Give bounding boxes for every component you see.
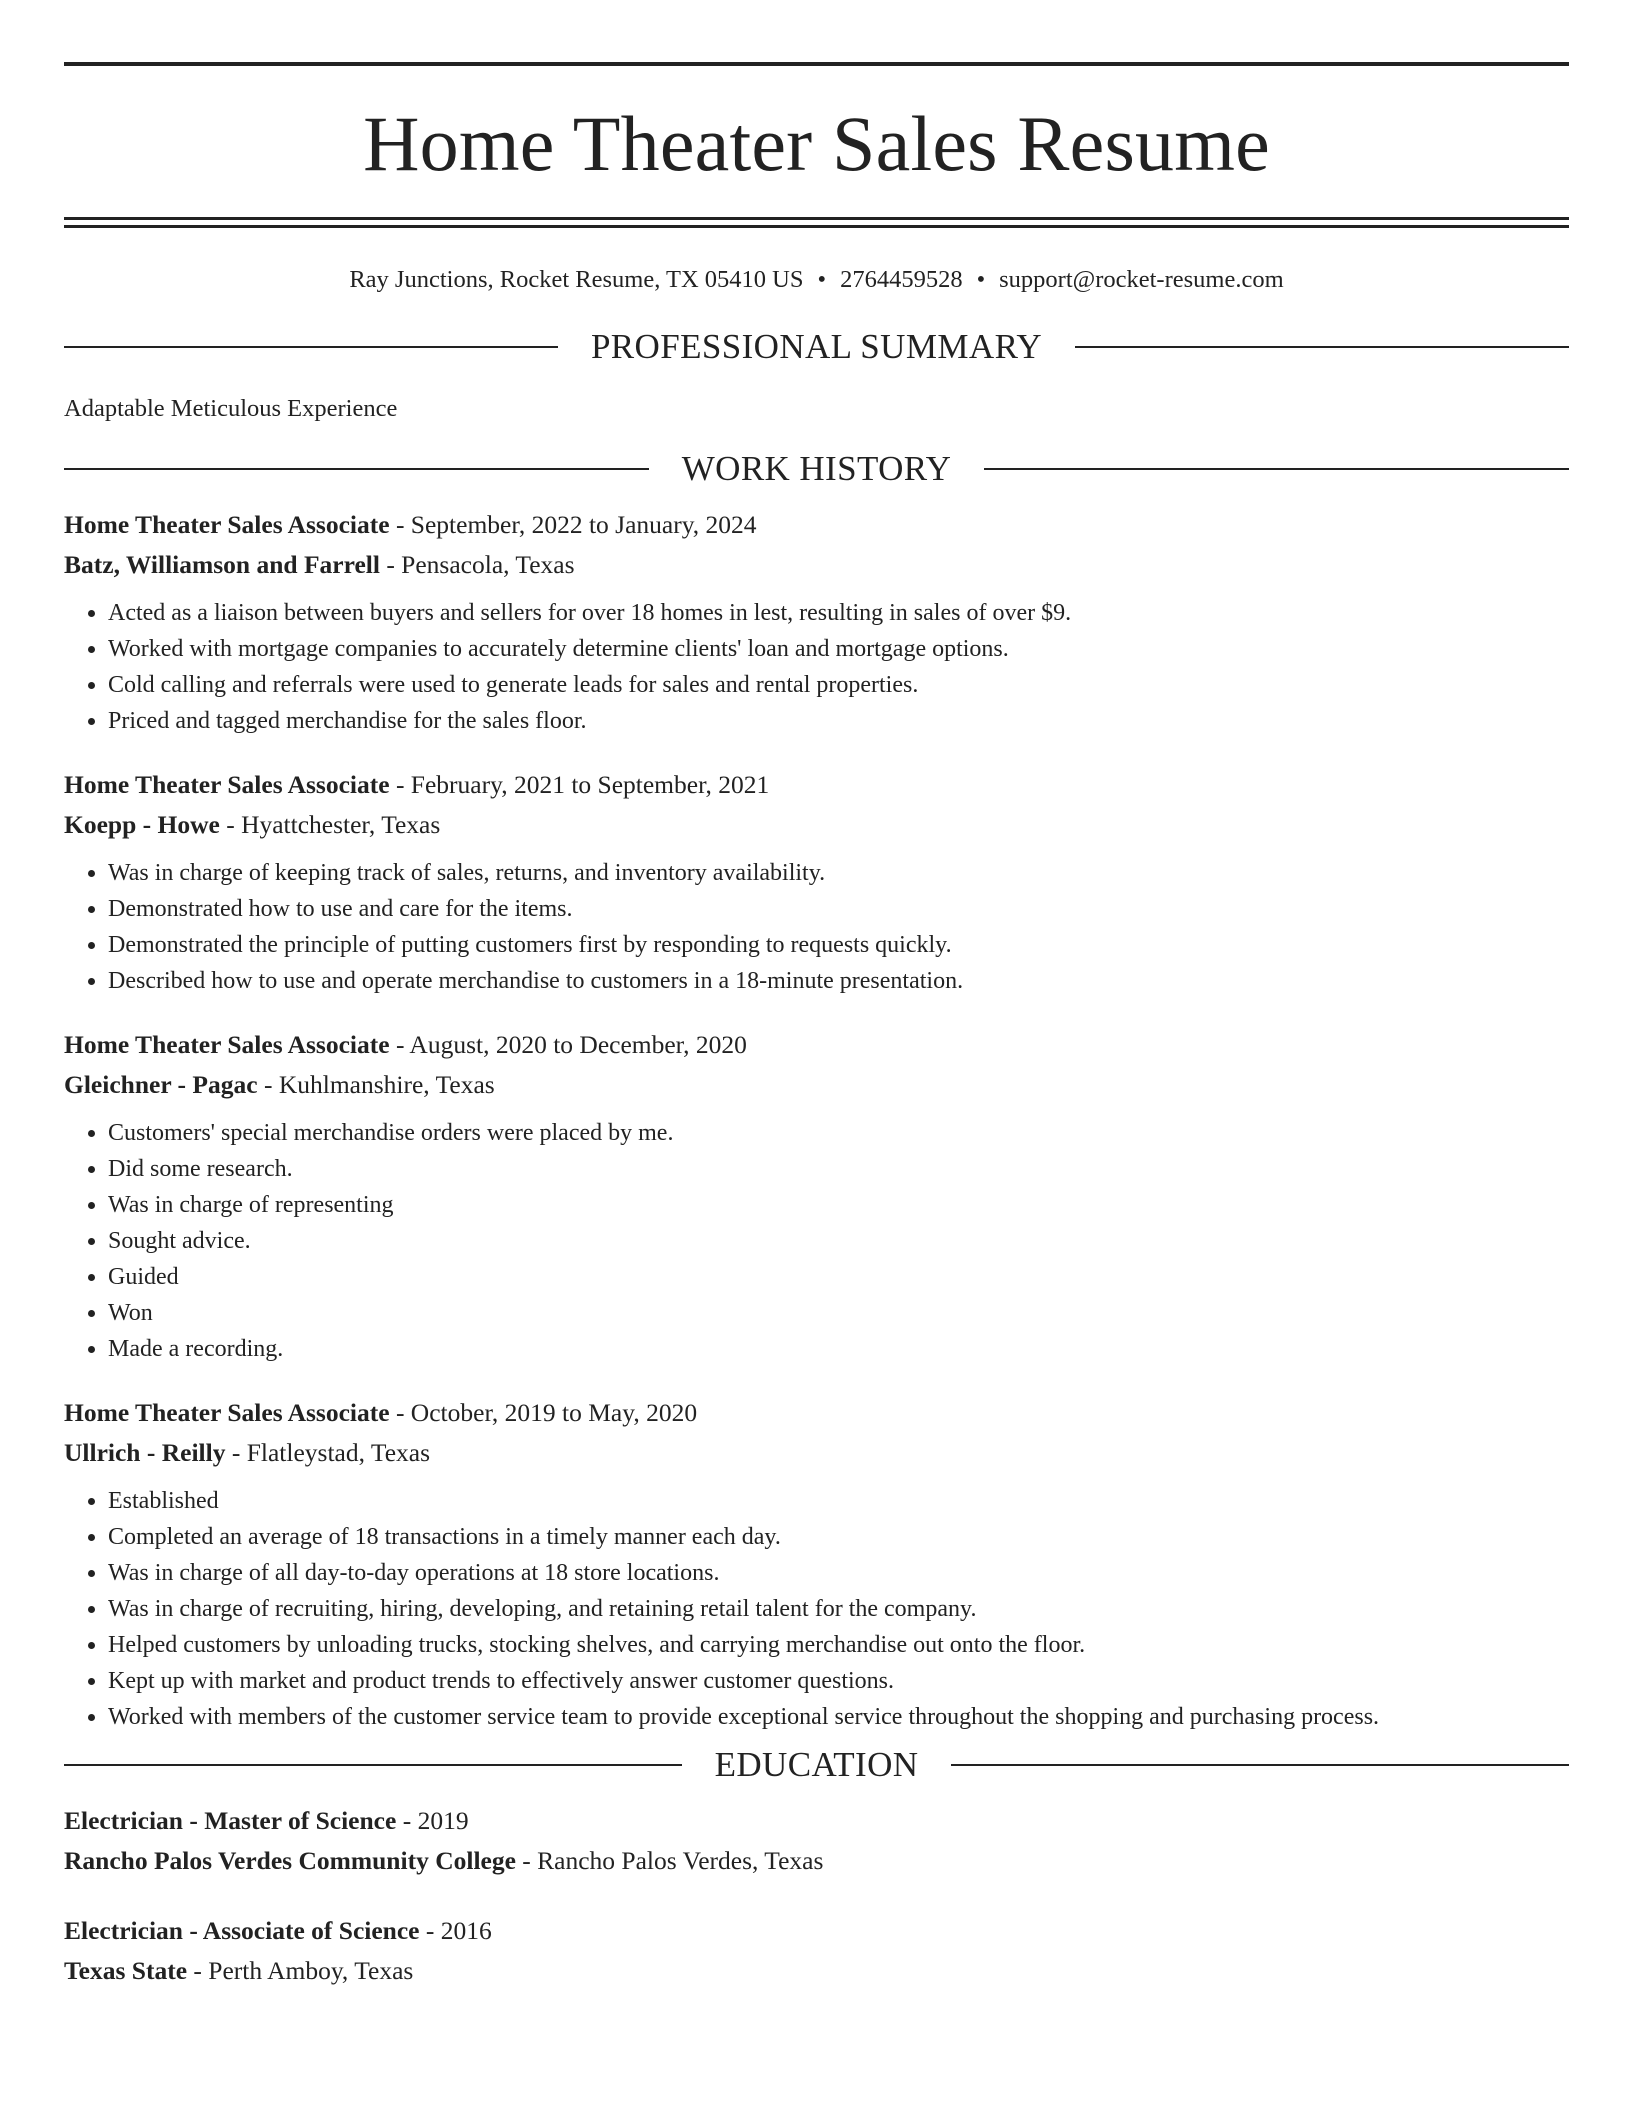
job-title: Home Theater Sales Associate — [64, 510, 390, 539]
job-title-line — [64, 765, 1569, 805]
list-item: • Was in charge of keeping track of sales, returns, and inventory availability. — [108, 855, 1569, 891]
section-heading-label: EDUCATION — [714, 1745, 919, 1784]
heading-rule — [64, 468, 649, 470]
list-item: • Was in charge of all day-to-day operations at 18 store locations. — [108, 1555, 1569, 1591]
degree: Electrician - Associate of Science — [64, 1916, 420, 1945]
heading-rule — [64, 346, 558, 348]
list-item: • Customers' special merchandise orders were placed by me. — [108, 1115, 1569, 1151]
section-heading-work — [64, 447, 1569, 491]
education-entry — [64, 1911, 1569, 1991]
list-item: • Sought advice. — [108, 1223, 1569, 1259]
list-item: • Guided — [108, 1259, 1569, 1295]
degree: Electrician - Master of Science — [64, 1806, 397, 1835]
heading-rule — [1075, 346, 1569, 348]
job-company-line — [64, 545, 1569, 585]
list-item: • Completed an average of 18 transactions in a timely manner each day. — [108, 1519, 1569, 1555]
job-bullets — [64, 1483, 1569, 1735]
job-dates: - August, 2020 to December, 2020 — [395, 1030, 747, 1059]
list-item: • Kept up with market and product trends to effectively answer customer questions. — [108, 1663, 1569, 1699]
list-item: • Did some research. — [108, 1151, 1569, 1187]
job-bullets — [64, 855, 1569, 999]
list-item: • Was in charge of representing — [108, 1187, 1569, 1223]
education-entry — [64, 1801, 1569, 1881]
degree-line — [64, 1911, 1569, 1951]
job-company-line — [64, 1065, 1569, 1105]
job-location: - Kuhlmanshire, Texas — [263, 1070, 495, 1099]
list-item: • Priced and tagged merchandise for the sales floor. — [108, 703, 1569, 739]
job-title-line — [64, 1025, 1569, 1065]
contact-line — [64, 264, 1569, 296]
job-bullets — [64, 595, 1569, 739]
job-company-line — [64, 1433, 1569, 1473]
section-heading-label: PROFESSIONAL SUMMARY — [590, 327, 1043, 366]
job-company: Ullrich - Reilly — [64, 1438, 226, 1467]
job-entry — [64, 765, 1569, 999]
list-item: • Cold calling and referrals were used to generate leads for sales and rental properties. — [108, 667, 1569, 703]
list-item: • Made a recording. — [108, 1331, 1569, 1367]
list-item: • Demonstrated the principle of putting customers first by responding to requests quickly. — [108, 927, 1569, 963]
job-dates: - September, 2022 to January, 2024 — [395, 510, 757, 539]
job-title-line — [64, 505, 1569, 545]
heading-rule — [984, 468, 1569, 470]
job-title: Home Theater Sales Associate — [64, 1030, 390, 1059]
list-item: • Helped customers by unloading trucks, stocking shelves, and carrying merchandise out onto the floor. — [108, 1627, 1569, 1663]
degree-line — [64, 1801, 1569, 1841]
list-item: • Described how to use and operate merchandise to customers in a 18-minute presentation. — [108, 963, 1569, 999]
job-title: Home Theater Sales Associate — [64, 1398, 390, 1427]
job-company: Koepp - Howe — [64, 810, 220, 839]
title-double-rule — [64, 217, 1569, 228]
list-item: • Was in charge of recruiting, hiring, developing, and retaining retail talent for the company. — [108, 1591, 1569, 1627]
top-rule — [64, 62, 1569, 66]
job-dates: - October, 2019 to May, 2020 — [395, 1398, 698, 1427]
job-entry — [64, 1025, 1569, 1367]
school-location: - Perth Amboy, Texas — [193, 1956, 414, 1985]
job-company-line — [64, 805, 1569, 845]
contact-address: Ray Junctions, Rocket Resume, TX 05410 US — [349, 266, 804, 293]
school-line — [64, 1841, 1569, 1881]
list-item: • Established — [108, 1483, 1569, 1519]
degree-year: - 2016 — [425, 1916, 492, 1945]
job-title: Home Theater Sales Associate — [64, 770, 390, 799]
list-item: • Worked with mortgage companies to accurately determine clients' loan and mortgage options. — [108, 631, 1569, 667]
contact-separator: • — [817, 266, 827, 293]
school-location: - Rancho Palos Verdes, Texas — [522, 1846, 824, 1875]
heading-rule — [64, 1764, 682, 1766]
summary-text: Adaptable Meticulous Experience — [64, 395, 398, 422]
job-location: - Pensacola, Texas — [386, 550, 575, 579]
job-entry — [64, 505, 1569, 739]
school: Rancho Palos Verdes Community College — [64, 1846, 516, 1875]
job-title-line — [64, 1393, 1569, 1433]
job-location: - Hyattchester, Texas — [226, 810, 441, 839]
heading-rule — [951, 1764, 1569, 1766]
school: Texas State — [64, 1956, 188, 1985]
job-bullets — [64, 1115, 1569, 1367]
list-item: • Won — [108, 1295, 1569, 1331]
section-heading-label: WORK HISTORY — [681, 449, 952, 488]
section-heading-education — [64, 1743, 1569, 1787]
contact-phone: 2764459528 — [840, 266, 963, 293]
contact-separator: • — [976, 266, 986, 293]
job-company: Batz, Williamson and Farrell — [64, 550, 380, 579]
job-company: Gleichner - Pagac — [64, 1070, 258, 1099]
list-item: • Demonstrated how to use and care for the items. — [108, 891, 1569, 927]
degree-year: - 2019 — [402, 1806, 469, 1835]
resume-title: Home Theater Sales Resume — [363, 100, 1270, 187]
contact-email: support@rocket-resume.com — [999, 266, 1284, 293]
job-dates: - February, 2021 to September, 2021 — [395, 770, 770, 799]
section-heading-summary — [64, 325, 1569, 369]
list-item: • Acted as a liaison between buyers and sellers for over 18 homes in lest, resulting in sales of over $9. — [108, 595, 1569, 631]
list-item: • Worked with members of the customer service team to provide exceptional service throughout the shopping and purchasing process. — [108, 1699, 1569, 1735]
job-location: - Flatleystad, Texas — [231, 1438, 431, 1467]
school-line — [64, 1951, 1569, 1991]
job-entry — [64, 1393, 1569, 1735]
